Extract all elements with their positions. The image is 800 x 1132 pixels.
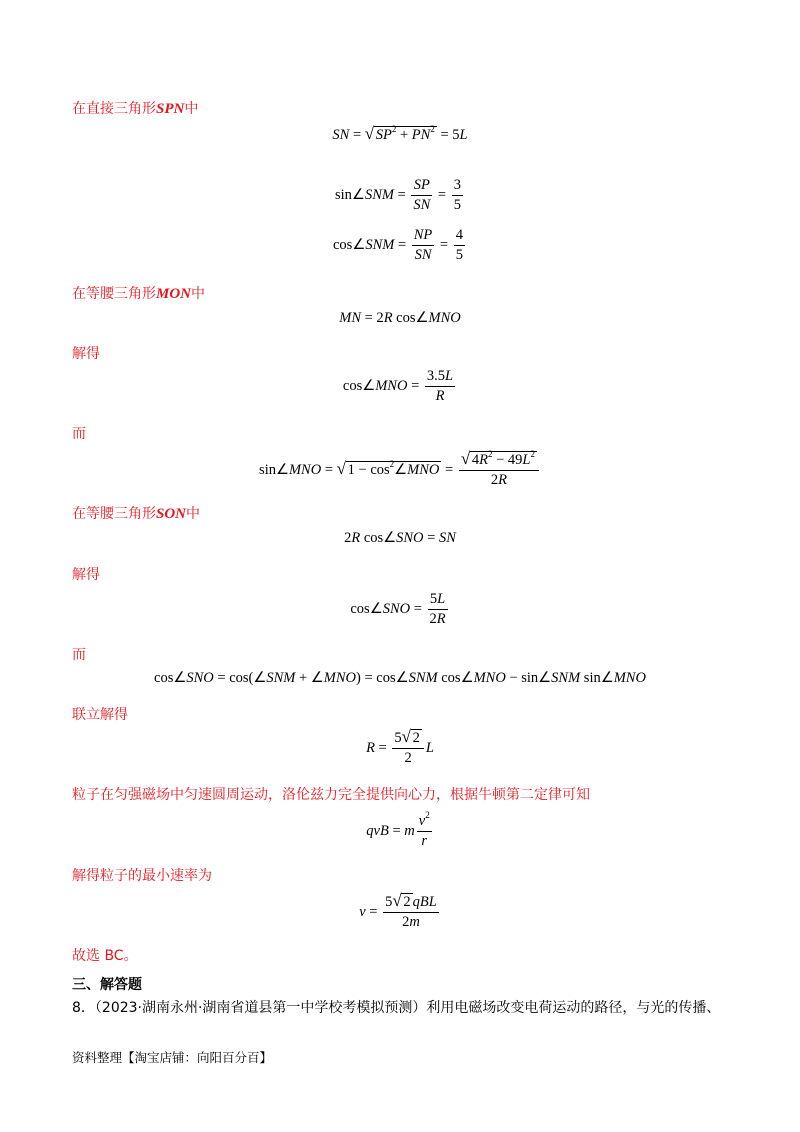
equation-cos-snm: cos∠SNM = $\frac{NP}{SN}$ = $\frac{4}{5}$ xyxy=(333,227,463,263)
text-line-spn: 在直接三角形SPN中 xyxy=(72,101,199,117)
text-answer: 故选 BC。 xyxy=(72,948,138,964)
equation-cos-mno: cos∠MNO = $\frac{3.5L}{R}$ xyxy=(342,368,454,404)
equation-cos-sum: cos∠SNO = cos(∠SNM + ∠MNO) = cos∠SNM cos∠MNO − sin∠SNM sin∠MNO xyxy=(154,670,646,686)
text-lorentz: 粒子在匀强磁场中匀速圆周运动，洛伦兹力完全提供向心力，根据牛顿第二定律可知 xyxy=(72,787,590,803)
text-min-speed: 解得粒子的最小速率为 xyxy=(72,868,212,884)
page-footer: 资料整理【淘宝店铺：向阳百分百】 xyxy=(72,1050,273,1065)
text-solve-2: 解得 xyxy=(72,567,100,583)
equation-son: 2R cos∠SNO = SN xyxy=(344,530,456,546)
equation-sin-mno: sin∠MNO = √ $1 - \cos^2\angle MNO$ = √ $4R^2 - 49L^2$ 2R xyxy=(0,451,800,490)
text-line-mon: 在等腰三角形MON中 xyxy=(72,286,206,302)
equation-r: R = 5 √ 2 2 L xyxy=(366,727,434,766)
question-text: 8．（2023·湖南永州·湖南省道县第一中学校考模拟预测）利用电磁场改变电荷运动的路径，与光的传播、 xyxy=(72,1000,721,1016)
section-heading: 三、解答题 xyxy=(72,977,142,993)
text-solve-1: 解得 xyxy=(72,346,100,362)
equation-sin-snm: sin∠SNM = $\frac{SP}{SN}$ = $\frac{3}{5}$ xyxy=(335,177,461,213)
equation-sn: SN = √ $SP^2 + PN^2 = 5L$ xyxy=(332,124,468,143)
equation-qvb: qvB = m $\frac{v^2}{r}$ xyxy=(366,810,430,849)
text-combine: 联立解得 xyxy=(72,707,128,723)
text-line-son: 在等腰三角形SON中 xyxy=(72,506,201,522)
equation-cos-sno: cos∠SNO = $\frac{5L}{2R}$ xyxy=(350,591,446,627)
equation-v: v = 5 √ 2 qBL 2m xyxy=(359,891,437,930)
equation-mn: MN = 2R cos∠MNO xyxy=(339,310,461,326)
text-and-1: 而 xyxy=(72,426,86,442)
text-and-2: 而 xyxy=(72,647,86,663)
